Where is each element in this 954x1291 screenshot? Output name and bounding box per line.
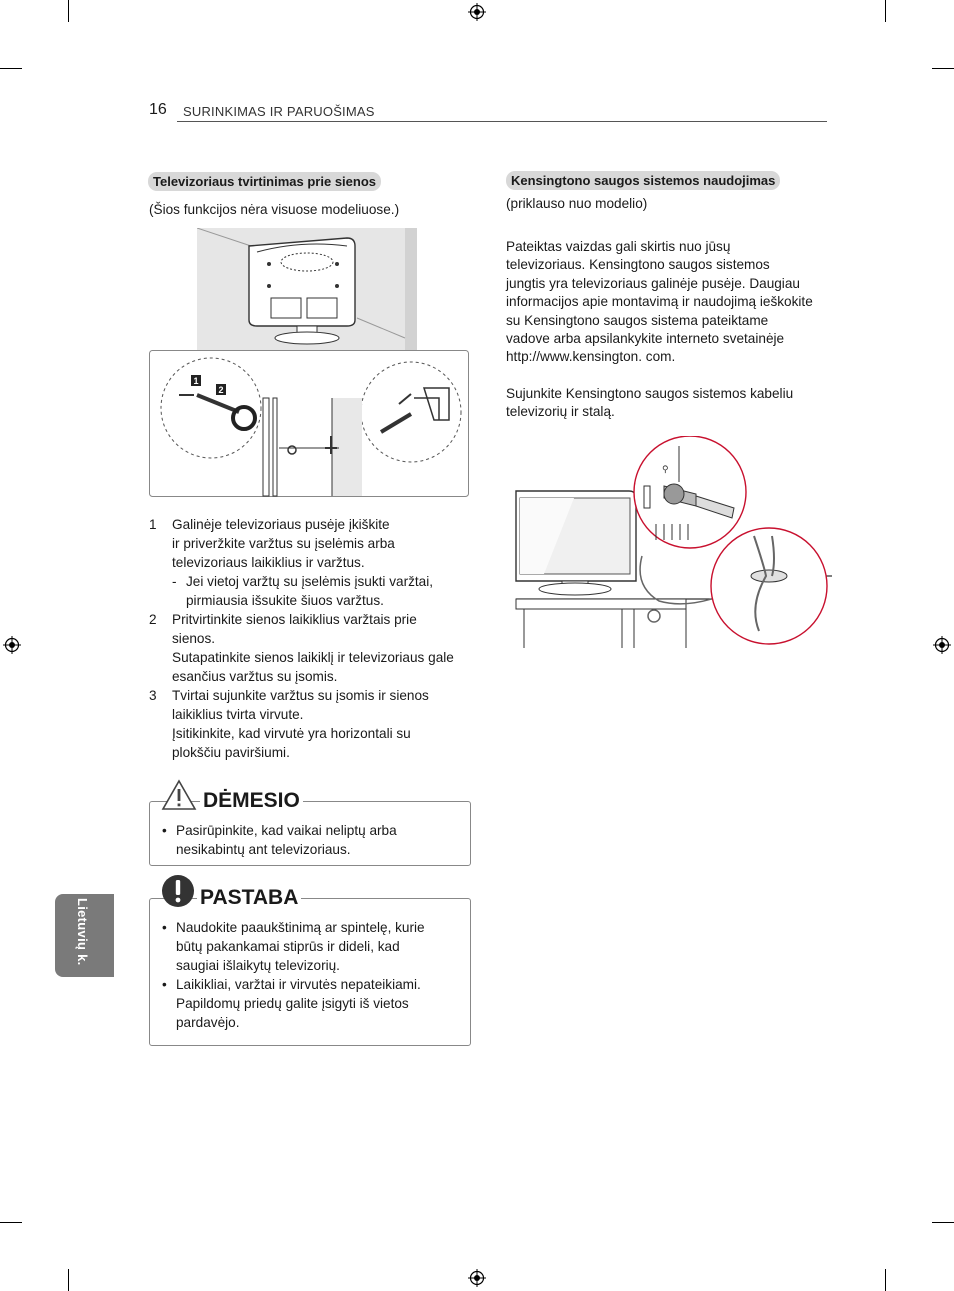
crop-mark xyxy=(68,0,69,22)
language-tab: Lietuvių k. xyxy=(55,894,114,977)
caution-bullets xyxy=(162,821,462,859)
kensington-paragraph-2: Sujunkite Kensingtono saugos sistemos kabeliu televizorių ir stalą. xyxy=(506,386,794,420)
registration-mark-icon xyxy=(933,636,951,654)
note-title: PASTABA xyxy=(197,886,301,910)
registration-mark-icon xyxy=(468,3,486,21)
note-bullets xyxy=(162,918,462,1032)
tv-back-wall-illustration xyxy=(197,228,417,350)
warning-triangle-icon xyxy=(161,779,197,811)
crop-mark xyxy=(68,1269,69,1291)
wall-mount-heading: Televizoriaus tvirtinimas prie sienos xyxy=(148,172,381,191)
kensington-subnote: (priklauso nuo modelio) xyxy=(506,196,648,211)
model-availability-note: (Šios funkcijos nėra visuose modeliuose.) xyxy=(149,202,400,217)
list-item: 2 Pritvirtinkite sienos laikiklius varžtais prie sienos. Sutapatinkite sienos laikiklį ir televizoriaus gale esančius varžtus su įsomis. xyxy=(149,612,454,684)
list-item: 1 Galinėje televizoriaus pusėje įkiškite ir priveržkite varžtus su įselėmis arba televizoriaus laikiklius ir varžtus. xyxy=(149,517,395,570)
crop-mark xyxy=(932,68,954,69)
badge-2: 2 xyxy=(218,385,224,395)
kensington-paragraph-1: Pateiktas vaizdas gali skirtis nuo jūsų televizoriaus. Kensingtono saugos sistemos jungtis yra televizoriaus galinėje pusėje. Daugiau informacijos apie montavimą ir naudojimą ieškokite su Kensingtono saugos sistema pateiktame vadove arba apsilankykite interneto svetainėje http://www.kensington. com. xyxy=(506,239,813,365)
page-number: 16 xyxy=(149,101,167,118)
exclamation-circle-icon xyxy=(161,874,195,908)
list-subitem: - Jei vietoj varžtų su įselėmis įsukti varžtai, pirmiausia išsukite šiuos varžtus. xyxy=(172,574,434,608)
list-item: 3 Tvirtai sujunkite varžtus su įsomis ir sienos laikiklius tvirta virvute. Įsitikinkite, kad virvutė yra horizontali su plokščiu paviršiumi. xyxy=(149,688,429,760)
list-item: • Laikikliai, varžtai ir virvutės nepateikiami. Papildomų priedų galite įsigyti iš vietos pardavėjo. xyxy=(162,977,421,1030)
list-item: • Naudokite paaukštinimą ar spintelę, kurie būtų pakankamai stiprūs ir dideli, kad saugiai išlaikytų televizorių. xyxy=(162,920,425,973)
registration-mark-icon xyxy=(3,636,21,654)
section-title: SURINKIMAS IR PARUOŠIMAS xyxy=(183,104,375,119)
svg-text:⚲: ⚲ xyxy=(662,464,669,474)
crop-mark xyxy=(932,1222,954,1223)
header-divider xyxy=(177,121,827,122)
badge-1: 1 xyxy=(193,376,199,386)
crop-mark xyxy=(0,1222,22,1223)
crop-mark xyxy=(885,1269,886,1291)
list-item: • Pasirūpinkite, kad vaikai neliptų arba nesikabintų ant televizoriaus. xyxy=(162,823,397,857)
caution-title: DĖMESIO xyxy=(200,789,303,813)
screw-bracket-illustration xyxy=(149,350,469,497)
kensington-heading: Kensingtono saugos sistemos naudojimas xyxy=(506,171,780,190)
mounting-steps-list xyxy=(149,515,479,762)
crop-mark xyxy=(0,68,22,69)
crop-mark xyxy=(885,0,886,22)
registration-mark-icon xyxy=(468,1269,486,1287)
kensington-lock-illustration xyxy=(514,436,832,650)
